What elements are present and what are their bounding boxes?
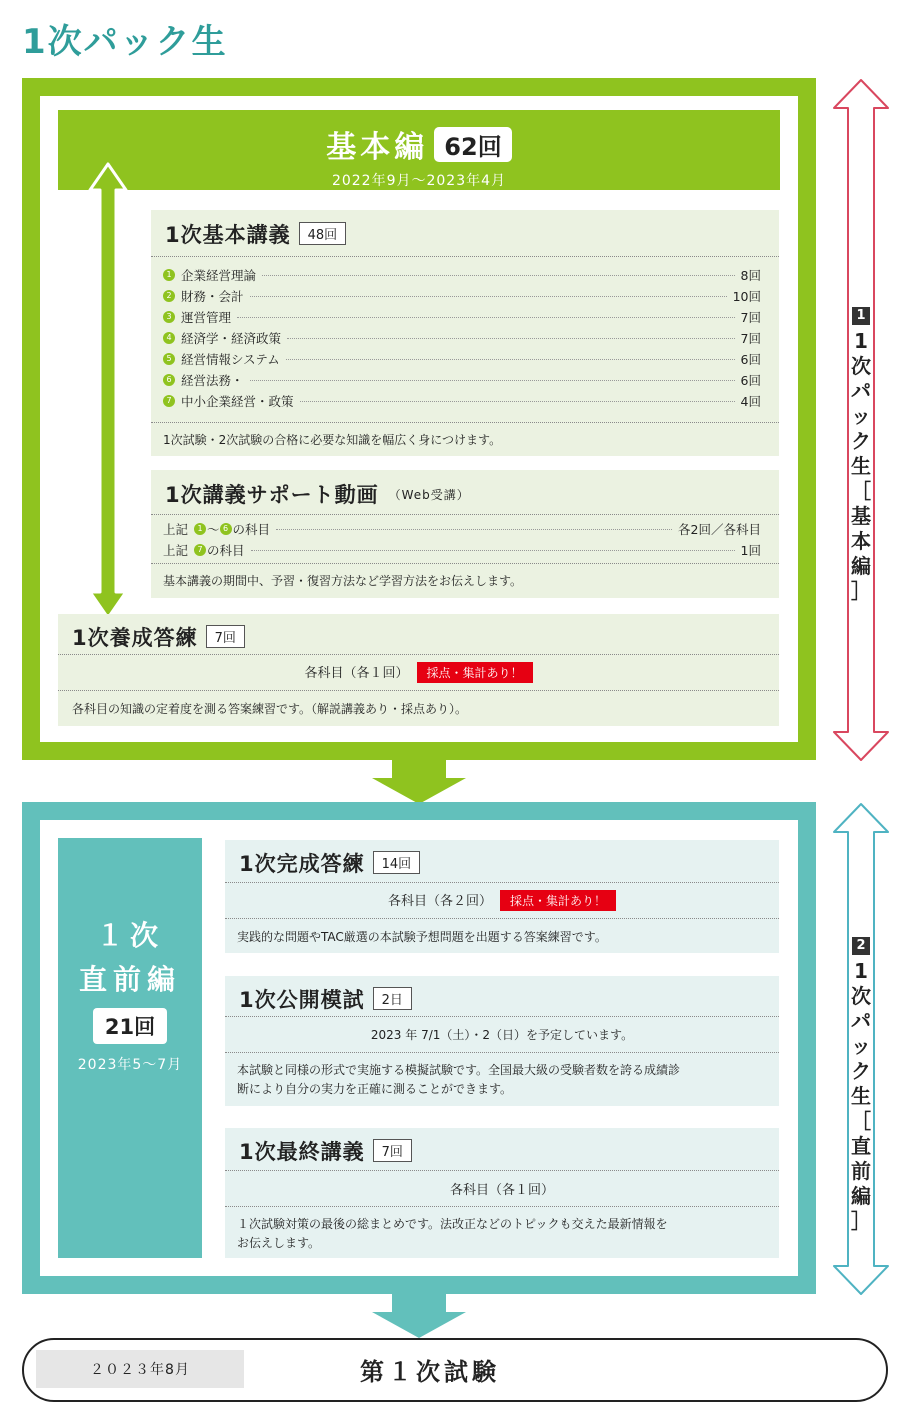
kihon-banner-title: 基本編	[326, 130, 429, 165]
yosei-desc: 各科目の知識の定着度を測る答案練習です。（解説講義あり・採点あり）。	[58, 690, 779, 726]
down-arrow-icon	[372, 760, 466, 804]
subject-row	[163, 285, 761, 306]
num-badge: 1	[194, 523, 206, 535]
chokuzen-side-line2: 直前編	[78, 963, 181, 996]
support-row-1	[163, 518, 761, 539]
exam-date: ２０２３年8月	[36, 1350, 244, 1388]
subject-count: 4回	[740, 393, 761, 409]
side-label-char: ク	[851, 1059, 871, 1083]
subject-name: 企業経営理論	[181, 267, 257, 283]
saishu-desc	[225, 1206, 779, 1261]
kansei-heading	[225, 840, 779, 882]
chokuzen-side-panel	[58, 838, 202, 1258]
moshi-desc	[225, 1052, 779, 1107]
subject-row	[163, 264, 761, 285]
saishu-title: 1次最終講義	[239, 1140, 365, 1164]
subject-row	[163, 390, 761, 411]
subject-row	[163, 327, 761, 348]
page-title: 1次パック生	[22, 22, 228, 62]
subject-list	[151, 256, 779, 411]
subject-row	[163, 348, 761, 369]
num-badge: 3	[163, 311, 175, 323]
subject-row	[163, 369, 761, 390]
chokuzen-side-label	[845, 930, 877, 1234]
side-label-char: ッ	[851, 404, 871, 428]
side-number-badge: 2	[852, 937, 870, 955]
yosei-heading	[58, 614, 779, 654]
side-number-badge: 1	[852, 307, 870, 325]
kihon-banner	[58, 110, 780, 190]
subject-count: 7回	[740, 330, 761, 346]
leader-dots	[300, 401, 735, 402]
num-badge: 5	[163, 353, 175, 365]
leader-dots	[286, 359, 735, 360]
support-row-2-value: 1回	[740, 542, 761, 558]
support-video-web: （Web受講）	[388, 488, 470, 502]
side-label-char: 1	[854, 959, 868, 983]
side-label-char: 直	[851, 1134, 871, 1158]
double-arrow-icon	[86, 160, 130, 622]
subject-count: 6回	[740, 372, 761, 388]
num-badge: 7	[194, 544, 206, 556]
leader-dots	[250, 380, 735, 381]
side-label-char: 編	[851, 1184, 871, 1208]
subject-count: 10回	[732, 288, 761, 304]
num-badge: 6	[163, 374, 175, 386]
side-label-char: 編	[851, 554, 871, 578]
yosei-panel	[58, 614, 779, 726]
support-video-rows	[151, 514, 779, 563]
num-badge: 4	[163, 332, 175, 344]
scoring-badge: 採点・集計あり！	[500, 890, 616, 911]
subject-name: 経営情報システム	[181, 351, 280, 367]
side-label-char: 次	[851, 354, 871, 378]
scoring-badge: 採点・集計あり！	[417, 662, 533, 683]
support-video-title: 1次講義サポート動画	[165, 483, 379, 507]
leader-dots	[262, 275, 735, 276]
side-label-char: ッ	[851, 1034, 871, 1058]
subject-name: 財務・会計	[181, 288, 244, 304]
yosei-count: 7回	[206, 625, 245, 648]
kihon-banner-count: 62回	[434, 127, 511, 162]
chokuzen-side-period: 2023年5～7月	[77, 1057, 183, 1073]
support-row-2-prefix: 上記	[163, 542, 189, 558]
side-label-char: 基	[851, 504, 871, 528]
leader-dots	[276, 529, 672, 530]
kihon-side-label	[845, 300, 877, 604]
saishu-panel	[225, 1128, 779, 1258]
kihon-lecture-panel	[151, 210, 779, 456]
kansei-title: 1次完成答練	[239, 852, 365, 876]
kihon-side-text	[845, 329, 877, 604]
num-badge: 7	[163, 395, 175, 407]
subject-count: 6回	[740, 351, 761, 367]
kansei-info: 各科目（各２回）	[387, 894, 492, 909]
saishu-desc-line2: お伝えします。	[237, 1236, 321, 1250]
support-video-panel	[151, 470, 779, 598]
num-badge: 1	[163, 269, 175, 281]
moshi-info: 2023 年 7/1（土）・2（日）を予定しています。	[225, 1016, 779, 1052]
leader-dots	[250, 296, 727, 297]
side-label-char: ク	[851, 429, 871, 453]
support-row-1-prefix: 上記	[163, 521, 189, 537]
saishu-desc-line1: １次試験対策の最後の総まとめです。法改正などのトピックも交えた最新情報を	[237, 1217, 668, 1231]
side-label-char: 1	[854, 329, 868, 353]
moshi-heading	[225, 976, 779, 1016]
support-row-1-mid: ～	[207, 521, 220, 537]
leader-dots	[237, 317, 735, 318]
kihon-lecture-desc: 1次試験・2次試験の合格に必要な知識を幅広く身につけます。	[151, 422, 779, 456]
kansei-info-row	[225, 882, 779, 918]
side-label-char: 生	[851, 1084, 871, 1108]
subject-name: 中小企業経営・政策	[181, 393, 294, 409]
kansei-panel	[225, 840, 779, 953]
moshi-panel	[225, 976, 779, 1106]
subject-name: 経済学・経済政策	[181, 330, 282, 346]
num-badge: 2	[163, 290, 175, 302]
side-label-char: ］	[851, 1209, 871, 1233]
moshi-desc-line2: 断により自分の実力を正確に測ることができます。	[237, 1082, 513, 1096]
saishu-info: 各科目（各１回）	[225, 1170, 779, 1206]
support-video-heading	[151, 470, 779, 512]
kansei-desc: 実践的な問題やTAC厳選の本試験予想問題を出題する答案練習です。	[225, 918, 779, 954]
side-label-char: 生	[851, 454, 871, 478]
num-badge: 6	[220, 523, 232, 535]
side-label-char: ［	[851, 1109, 871, 1133]
support-row-2	[163, 539, 761, 560]
side-label-char: 前	[851, 1159, 871, 1183]
exam-title: 第１次試験	[360, 1358, 500, 1386]
moshi-title: 1次公開模試	[239, 988, 365, 1012]
side-label-char: 次	[851, 984, 871, 1008]
kihon-lecture-count: 48回	[299, 222, 347, 245]
yosei-title: 1次養成答練	[72, 626, 198, 650]
side-label-char: ［	[851, 479, 871, 503]
kihon-lecture-heading	[151, 210, 779, 252]
kihon-lecture-title: 1次基本講義	[165, 223, 291, 247]
chokuzen-side-count: 21回	[93, 1008, 167, 1044]
side-label-char: パ	[851, 1009, 871, 1033]
support-row-2-suffix: の科目	[207, 542, 245, 558]
subject-name: 運営管理	[181, 309, 232, 325]
side-label-char: ］	[851, 579, 871, 603]
chokuzen-side-text	[845, 959, 877, 1234]
support-video-desc: 基本講義の期間中、予習・復習方法など学習方法をお伝えします。	[151, 563, 779, 597]
moshi-desc-line1: 本試験と同様の形式で実施する模擬試験です。全国最大級の受験者数を誇る成績診	[237, 1063, 681, 1077]
subject-name: 経営法務・	[181, 372, 244, 388]
kihon-banner-period: 2022年9月～2023年4月	[331, 173, 507, 189]
saishu-count: 7回	[373, 1139, 412, 1162]
side-label-char: パ	[851, 379, 871, 403]
kansei-count: 14回	[373, 851, 421, 874]
leader-dots	[251, 550, 735, 551]
support-row-1-value: 各2回／各科目	[678, 521, 761, 537]
support-row-1-suffix: の科目	[232, 521, 271, 537]
down-arrow-icon	[372, 1294, 466, 1338]
leader-dots	[287, 338, 735, 339]
subject-count: 7回	[740, 309, 761, 325]
side-label-char: 本	[851, 529, 871, 553]
subject-count: 8回	[740, 267, 761, 283]
yosei-info-row	[58, 654, 779, 690]
moshi-count: 2日	[373, 987, 412, 1010]
chokuzen-side-line1: １次	[95, 919, 164, 952]
subject-row	[163, 306, 761, 327]
kihon-banner-heading	[58, 122, 780, 166]
saishu-heading	[225, 1128, 779, 1170]
yosei-info: 各科目（各１回）	[304, 666, 409, 681]
